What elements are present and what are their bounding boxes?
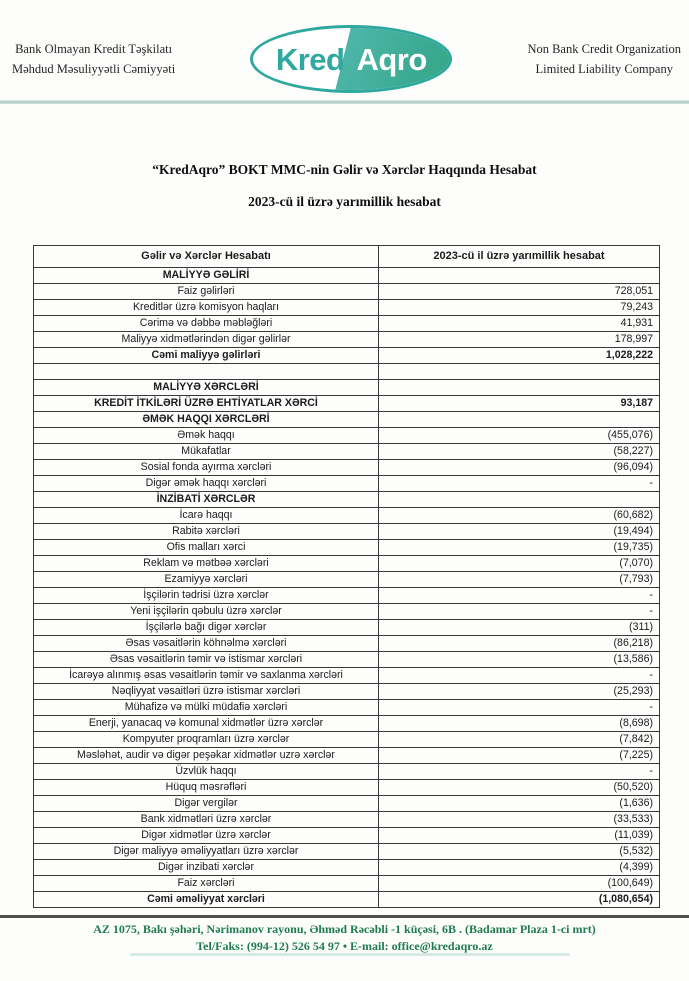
row-value: 93,187 bbox=[379, 396, 660, 412]
table-row bbox=[34, 796, 660, 812]
row-value: (58,227) bbox=[379, 444, 660, 460]
row-label: Əmək haqqı bbox=[34, 428, 379, 444]
table-row bbox=[34, 268, 660, 284]
row-label: Kreditlər üzrə komisyon haqları bbox=[34, 300, 379, 316]
company-name-az-line1: Bank Olmayan Kredit Təşkilatı bbox=[15, 42, 173, 56]
table-row bbox=[34, 300, 660, 316]
footer bbox=[0, 921, 689, 956]
row-label: İcarəyə alınmış əsas vəsaitlərin təmir və saxlanma xərcləri bbox=[34, 668, 379, 684]
table-row bbox=[34, 284, 660, 300]
row-value: 1,028,222 bbox=[379, 348, 660, 364]
table-row bbox=[34, 636, 660, 652]
table-row bbox=[34, 508, 660, 524]
table-row bbox=[34, 460, 660, 476]
table-row bbox=[34, 716, 660, 732]
row-value: (11,039) bbox=[379, 828, 660, 844]
row-value: (7,793) bbox=[379, 572, 660, 588]
row-label: Digər əmək haqqı xərcləri bbox=[34, 476, 379, 492]
row-label: MALİYYƏ GƏLİRİ bbox=[34, 268, 379, 284]
column-header-period: 2023-cü il üzrə yarımillik hesabat bbox=[379, 246, 660, 268]
letterhead bbox=[0, 16, 689, 102]
row-label: Enerji, yanacaq və komunal xidmətlər üzrə xərclər bbox=[34, 716, 379, 732]
row-value: (8,698) bbox=[379, 716, 660, 732]
row-value: (311) bbox=[379, 620, 660, 636]
row-value: (50,520) bbox=[379, 780, 660, 796]
kredaqro-logo bbox=[250, 25, 452, 93]
row-label: Faiz gəlirləri bbox=[34, 284, 379, 300]
row-value: 178,997 bbox=[379, 332, 660, 348]
column-header-accounts: Gəlir və Xərclər Hesabatı bbox=[34, 246, 379, 268]
row-value: (19,494) bbox=[379, 524, 660, 540]
table-row bbox=[34, 876, 660, 892]
row-label: Ofis malları xərci bbox=[34, 540, 379, 556]
row-label: Digər xidmətlər üzrə xərclər bbox=[34, 828, 379, 844]
table-row bbox=[34, 812, 660, 828]
row-label: MALİYYƏ XƏRCLƏRİ bbox=[34, 380, 379, 396]
table-row bbox=[34, 380, 660, 396]
row-label: Ezamiyyə xərcləri bbox=[34, 572, 379, 588]
table-row bbox=[34, 556, 660, 572]
table-row bbox=[34, 412, 660, 428]
row-label: Maliyyə xidmətlərindən digər gəlirlər bbox=[34, 332, 379, 348]
table-row bbox=[34, 332, 660, 348]
table-row bbox=[34, 620, 660, 636]
table-row bbox=[34, 604, 660, 620]
row-label bbox=[34, 364, 379, 380]
table-row bbox=[34, 444, 660, 460]
table-row bbox=[34, 396, 660, 412]
row-value: (86,218) bbox=[379, 636, 660, 652]
row-label: İNZİBATİ XƏRCLƏR bbox=[34, 492, 379, 508]
row-value bbox=[379, 492, 660, 508]
row-label: Faiz xərcləri bbox=[34, 876, 379, 892]
row-value: - bbox=[379, 668, 660, 684]
row-label: Bank xidmətləri üzrə xərclər bbox=[34, 812, 379, 828]
row-value: 728,051 bbox=[379, 284, 660, 300]
table-row bbox=[34, 764, 660, 780]
row-value: - bbox=[379, 700, 660, 716]
row-label: Cəmi əməliyyat xərcləri bbox=[34, 892, 379, 908]
table-row bbox=[34, 780, 660, 796]
report-title-line1: “KredAqro” BOKT MMC-nin Gəlir və Xərclər Haqqında Hesabat bbox=[152, 162, 537, 177]
footer-contact: Tel/Faks: (994-12) 526 54 97 • E-mail: office@kredaqro.az bbox=[196, 939, 493, 954]
row-value: (7,842) bbox=[379, 732, 660, 748]
row-label: ƏMƏK HAQQI XƏRCLƏRİ bbox=[34, 412, 379, 428]
row-value: 41,931 bbox=[379, 316, 660, 332]
row-value: - bbox=[379, 588, 660, 604]
table-row bbox=[34, 572, 660, 588]
footer-address: AZ 1075, Bakı şəhəri, Nərimanov rayonu, Əhməd Rəcəbli -1 küçəsi, 6B . (Badamar Plaza 1-ci mrt) bbox=[93, 922, 596, 936]
row-label: Məsləhət, audir və digər peşəkar xidmətlər uzrə xərclər bbox=[34, 748, 379, 764]
row-value: - bbox=[379, 476, 660, 492]
table-row bbox=[34, 524, 660, 540]
table-row bbox=[34, 700, 660, 716]
row-value: 79,243 bbox=[379, 300, 660, 316]
row-value bbox=[379, 380, 660, 396]
income-expense-table bbox=[33, 245, 660, 908]
table-row bbox=[34, 828, 660, 844]
report-title bbox=[0, 162, 689, 210]
company-name-en-line2: Limited Liability Company bbox=[535, 62, 673, 76]
table-row bbox=[34, 748, 660, 764]
table-row bbox=[34, 428, 660, 444]
row-label: Rabitə xərcləri bbox=[34, 524, 379, 540]
footer-underline-smudge bbox=[130, 953, 570, 956]
header-divider bbox=[0, 100, 689, 104]
row-value bbox=[379, 268, 660, 284]
table-row bbox=[34, 364, 660, 380]
row-value: (19,735) bbox=[379, 540, 660, 556]
table-row bbox=[34, 540, 660, 556]
row-label: Əsas vəsaitlərin köhnəlmə xərcləri bbox=[34, 636, 379, 652]
row-value bbox=[379, 412, 660, 428]
row-label: KREDİT İTKİLƏRİ ÜZRƏ EHTİYATLAR XƏRCİ bbox=[34, 396, 379, 412]
row-label: Nəqliyyat vəsaitləri üzrə istismar xərcləri bbox=[34, 684, 379, 700]
row-label: Mühafizə və mülki müdafiə xərcləri bbox=[34, 700, 379, 716]
row-value: (100,649) bbox=[379, 876, 660, 892]
row-label: Kompyuter proqramları üzrə xərclər bbox=[34, 732, 379, 748]
footer-divider bbox=[0, 915, 689, 918]
row-label: Əsas vəsaitlərin təmir və istismar xərcləri bbox=[34, 652, 379, 668]
table-row bbox=[34, 860, 660, 876]
row-value: (455,076) bbox=[379, 428, 660, 444]
table-row bbox=[34, 652, 660, 668]
row-label: Cəmi maliyyə gəlirləri bbox=[34, 348, 379, 364]
row-label: Mükafatlar bbox=[34, 444, 379, 460]
table-row bbox=[34, 588, 660, 604]
row-value: - bbox=[379, 764, 660, 780]
row-label: Digər inzibati xərclər bbox=[34, 860, 379, 876]
row-value: (13,586) bbox=[379, 652, 660, 668]
row-value: (1,636) bbox=[379, 796, 660, 812]
row-label: İşçilərlə bağı digər xərclər bbox=[34, 620, 379, 636]
table-row bbox=[34, 348, 660, 364]
row-value: (96,094) bbox=[379, 460, 660, 476]
row-value: (1,080,654) bbox=[379, 892, 660, 908]
report-title-line2: 2023-cü il üzrə yarımillik hesabat bbox=[248, 194, 441, 209]
table-row bbox=[34, 892, 660, 908]
company-name-az-line2: Məhdud Məsuliyyətli Cəmiyyəti bbox=[12, 62, 176, 76]
table-row bbox=[34, 732, 660, 748]
row-label: İcarə haqqı bbox=[34, 508, 379, 524]
row-label: Reklam və mətbəə xərcləri bbox=[34, 556, 379, 572]
row-value: (33,533) bbox=[379, 812, 660, 828]
row-value: (60,682) bbox=[379, 508, 660, 524]
row-value: (4,399) bbox=[379, 860, 660, 876]
row-label: Hüquq məsrəfləri bbox=[34, 780, 379, 796]
row-value: (5,532) bbox=[379, 844, 660, 860]
logo-text-kred: Kred bbox=[275, 41, 345, 77]
table-row bbox=[34, 316, 660, 332]
row-value: - bbox=[379, 604, 660, 620]
row-label: Digər maliyyə əməliyyatları üzrə xərclər bbox=[34, 844, 379, 860]
table-row bbox=[34, 684, 660, 700]
row-value: (7,225) bbox=[379, 748, 660, 764]
table-header-row bbox=[34, 246, 660, 268]
row-label: Cərimə və dəbbə məbləğləri bbox=[34, 316, 379, 332]
row-value bbox=[379, 364, 660, 380]
row-label: İşçilərin tədrisi üzrə xərclər bbox=[34, 588, 379, 604]
row-label: Yeni işçilərin qəbulu üzrə xərclər bbox=[34, 604, 379, 620]
logo-wordmark bbox=[275, 41, 427, 77]
table-row bbox=[34, 476, 660, 492]
table-row bbox=[34, 844, 660, 860]
row-label: Üzvlük haqqı bbox=[34, 764, 379, 780]
row-value: (25,293) bbox=[379, 684, 660, 700]
company-name-en-line1: Non Bank Credit Organization bbox=[527, 42, 681, 56]
table-row bbox=[34, 492, 660, 508]
logo-text-aqro: Aqro bbox=[356, 41, 427, 77]
company-name-en bbox=[527, 39, 681, 79]
row-label: Sosial fonda ayırma xərcləri bbox=[34, 460, 379, 476]
row-label: Digər vergilər bbox=[34, 796, 379, 812]
row-value: (7,070) bbox=[379, 556, 660, 572]
table-row bbox=[34, 668, 660, 684]
company-name-az bbox=[12, 39, 175, 79]
